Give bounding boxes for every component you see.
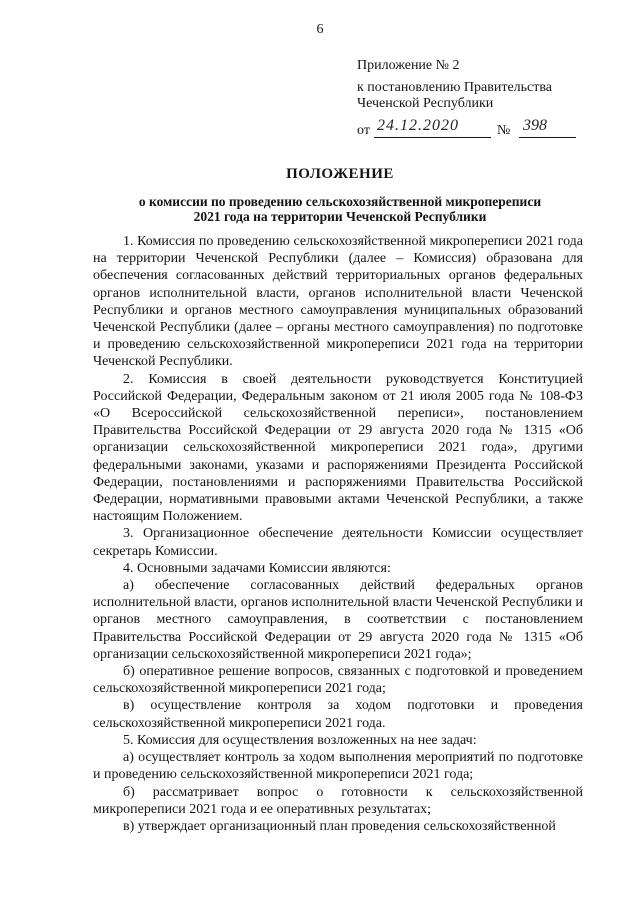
appendix-line-1: к постановлению Правительства <box>357 80 553 95</box>
subtitle-line-2: 2021 года на территории Чеченской Республики <box>193 209 487 224</box>
paragraph-3: 3. Организационное обеспечение деятельности Комиссии осуществляет секретарь Комиссии. <box>93 526 583 559</box>
handwritten-number: 398 <box>523 117 547 134</box>
document-body <box>93 233 583 835</box>
paragraph-2: 2. Комиссия в своей деятельности руководствуется Конституцией Российской Федерации, Федеральным законом от 21 июля 2005 года № 108-ФЗ «О Всероссийской сельскохозяйственной переписи», постановлением Правительства Российской Федерации от 29 августа 2020 года № 1315 «Об организации сельскохозяйственной микропереписи 2021 года», другими федеральными законами, указами и распоряжениями Президента Российской Федерации, постановлениями и распоряжениями Правительства Российской Федерации, нормативными правовыми актами Чеченской Республики, а также настоящим Положением. <box>93 371 583 525</box>
appendix-title: Приложение № 2 <box>357 58 460 73</box>
paragraph-5c: в) утверждает организационный план проведения сельскохозяйственной <box>123 818 556 834</box>
number-underline <box>519 137 576 138</box>
paragraph-4b: б) оперативное решение вопросов, связанных с подготовкой и проведением сельскохозяйственной микропереписи 2021 года; <box>93 664 583 697</box>
document-subtitle <box>80 194 600 224</box>
paragraph-5: 5. Комиссия для осуществления возложенных на нее задач: <box>123 732 477 748</box>
appendix-block <box>357 58 617 140</box>
paragraph-5b: б) рассматривает вопрос о готовности к сельскохозяйственной микропереписи 2021 года и ее оперативных результатах; <box>93 784 583 817</box>
number-prefix: № <box>497 123 511 138</box>
date-prefix: от <box>357 123 370 138</box>
paragraph-4a: а) обеспечение согласованных действий федеральных органов исполнительной власти, органов исполнительной власти Чеченской Республики и органов местного самоуправления, в соответствии с постановлением Правительства Российской Федерации от 29 августа 2020 года № 1315 «Об организации сельскохозяйственной микропереписи 2021 года»; <box>93 578 583 662</box>
paragraph-4c: в) осуществление контроля за ходом подготовки и проведения сельскохозяйственной микропереписи 2021 года. <box>93 698 583 731</box>
date-number-line <box>357 118 617 140</box>
subtitle-line-1: о комиссии по проведению сельскохозяйственной микропереписи <box>138 194 542 209</box>
handwritten-date: 24.12.2020 <box>377 117 459 134</box>
paragraph-4: 4. Основными задачами Комиссии являются: <box>123 560 391 576</box>
page-number: 6 <box>316 22 324 37</box>
paragraph-1: 1. Комиссия по проведению сельскохозяйственной микропереписи 2021 года на территории Чеченской Республики (далее – Комиссия) образована для обеспечения согласованных действий территориальных органов федеральных органов исполнительной власти, органов исполнительной власти Чеченской Республики и органов местного самоуправления муниципальных образований Чеченской Республики (далее – органы местного самоуправления) по подготовке и проведению сельскохозяйственной микропереписи 2021 года на территории Чеченской Республики. <box>93 234 583 370</box>
appendix-line-2: Чеченской Республики <box>357 96 494 111</box>
date-underline <box>374 137 491 138</box>
paragraph-5a: а) осуществляет контроль за ходом выполнения мероприятий по подготовке и проведению сельскохозяйственной микропереписи 2021 года; <box>93 750 583 783</box>
document-title: ПОЛОЖЕНИЕ <box>286 166 394 182</box>
